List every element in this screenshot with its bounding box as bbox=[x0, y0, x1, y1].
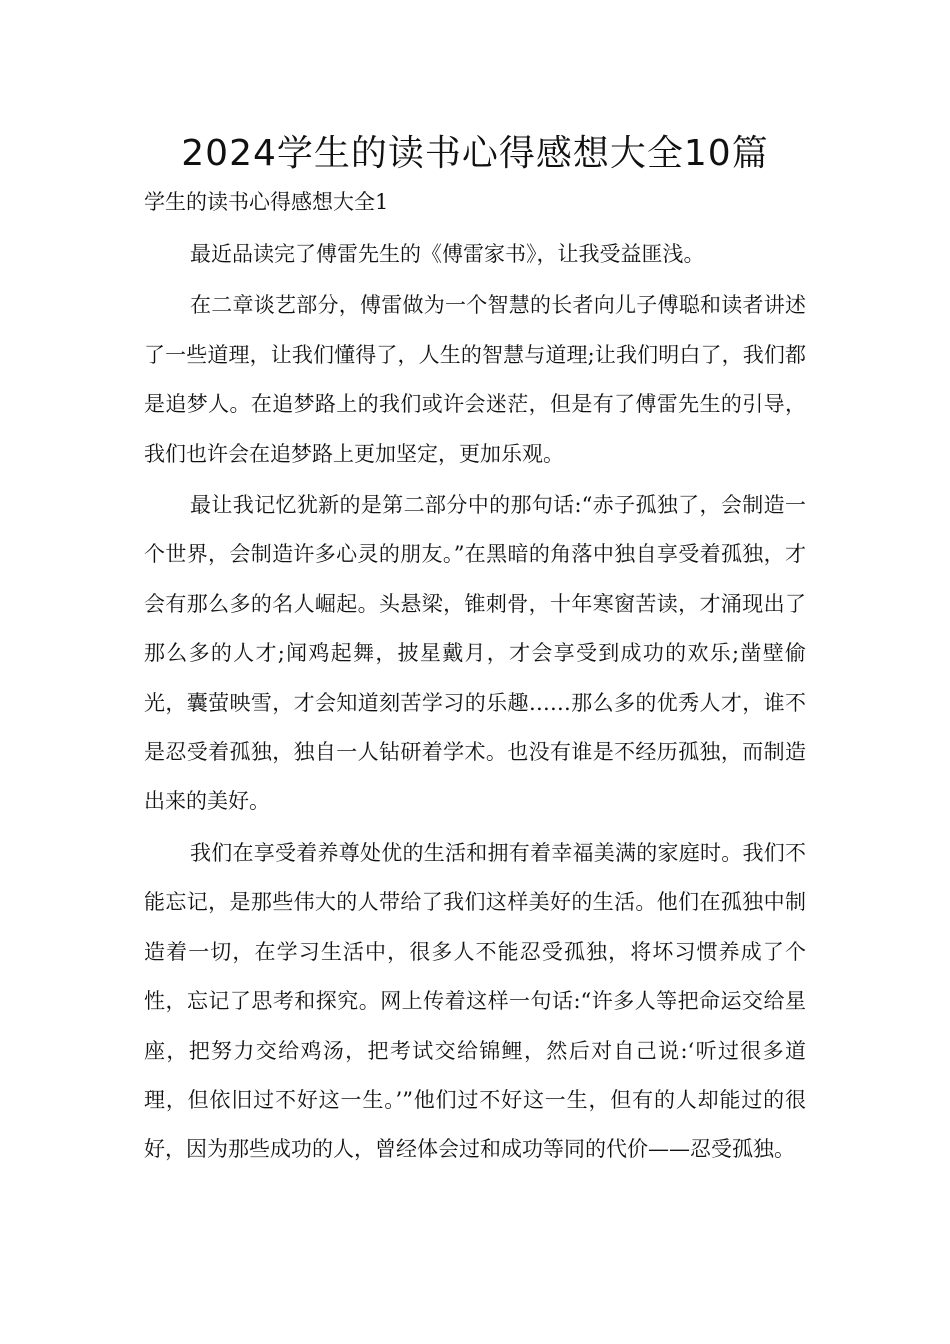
section-heading: 学生的读书心得感想大全1 bbox=[144, 190, 389, 214]
document-title: 2024学生的读书心得感想大全10篇 bbox=[181, 133, 769, 174]
paragraph-1: 最近品读完了傅雷先生的《傅雷家书》，让我受益匪浅。 bbox=[190, 242, 705, 266]
paragraph-3: 最让我记忆犹新的是第二部分中的那句话:“赤子孤独了，会制造一个世界，会制造许多心灵的朋友。”在黑暗的角落中独自享受着孤独，才会有那么多的名人崛起。头悬梁，锥刺骨，十年寒窗苦读，才涌现出了那么多的人才;闻鸡起舞，披星戴月，才会享受到成功的欢乐;凿壁偷光，囊萤映雪，才会知道刻苦学习的乐趣……那么多的优秀人才，谁不是忍受着孤独，独自一人钻研着学术。也没有谁是不经历孤独，而制造出来的美好。 bbox=[144, 493, 806, 814]
document-body bbox=[144, 230, 806, 1177]
paragraph-2: 在二章谈艺部分，傅雷做为一个智慧的长者向儿子傅聪和读者讲述了一些道理，让我们懂得了，人生的智慧与道理;让我们明白了，我们都是追梦人。在追梦路上的我们或许会迷茫，但是有了傅雷先生的引导，我们也许会在追梦路上更加坚定，更加乐观。 bbox=[144, 293, 806, 466]
paragraph-4: 我们在享受着养尊处优的生活和拥有着幸福美满的家庭时。我们不能忘记，是那些伟大的人带给了我们这样美好的生活。他们在孤独中制造着一切，在学习生活中，很多人不能忍受孤独，将坏习惯养成了个性，忘记了思考和探究。网上传着这样一句话:“许多人等把命运交给星座，把努力交给鸡汤，把考试交给锦鲤，然后对自己说:‘听过很多道理，但依旧过不好这一生。’”他们过不好这一生，但有的人却能过的很好，因为那些成功的人，曾经体会过和成功等同的代价——忍受孤独。 bbox=[144, 840, 806, 1162]
